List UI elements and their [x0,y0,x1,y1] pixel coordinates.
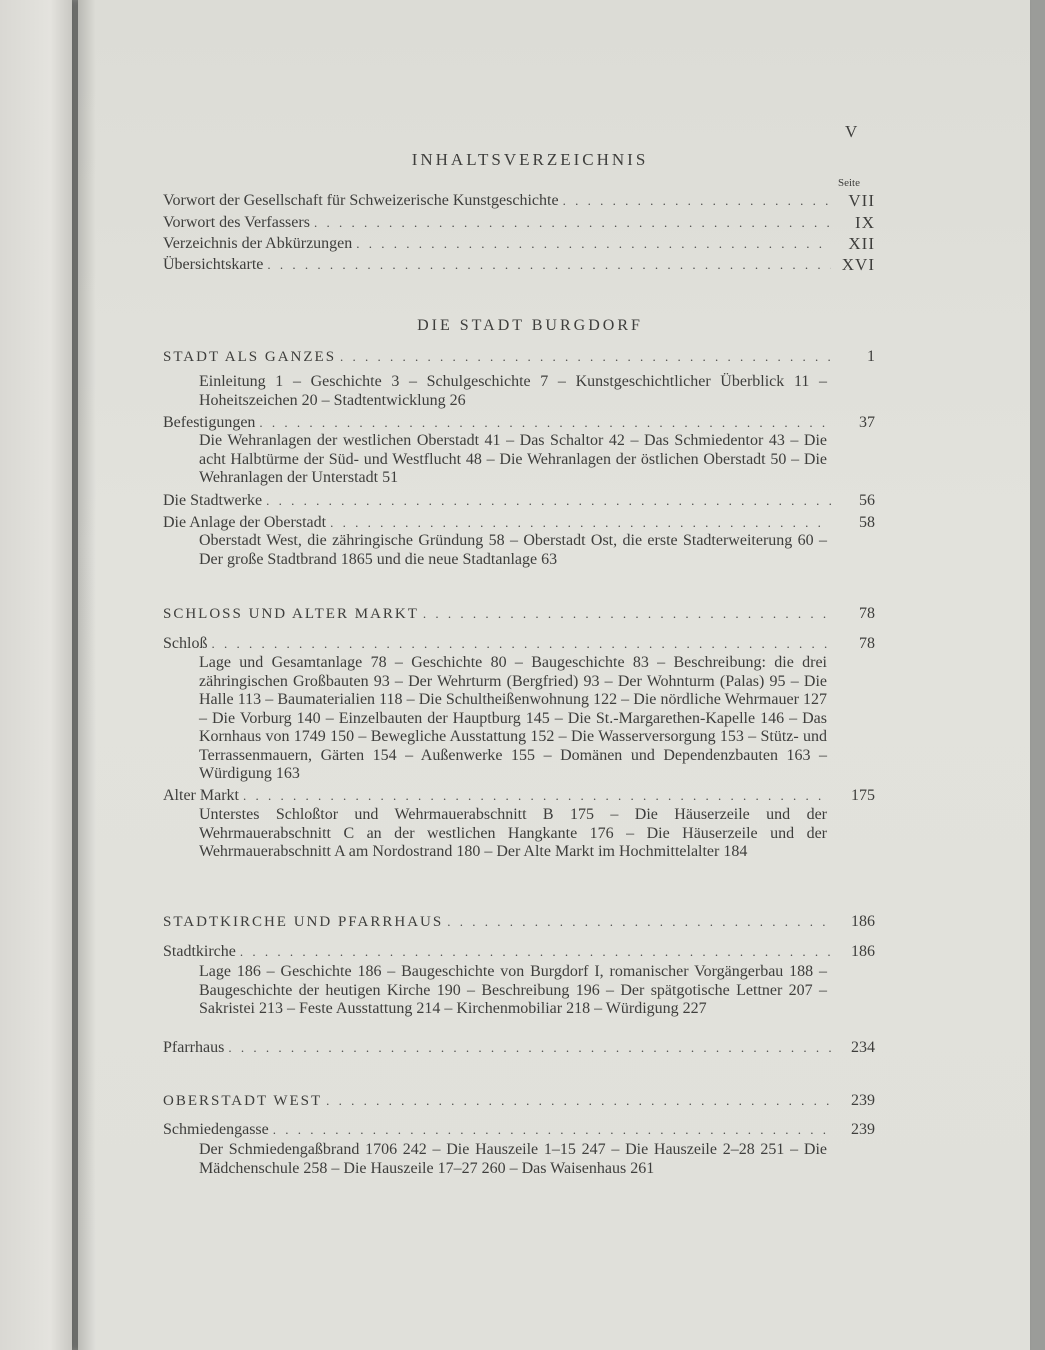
toc-entry-front[interactable] [163,232,875,254]
leader-dots [267,255,831,275]
toc-section[interactable] [163,345,875,367]
toc-section[interactable] [163,910,875,932]
toc-section[interactable] [163,1089,875,1111]
leader-dots [243,786,831,806]
toc-entry[interactable] [163,940,875,962]
toc-entry-front[interactable] [163,211,875,233]
toc-section-label: OBERSTADT WEST [163,1093,323,1109]
toc-entry-page: 234 [851,1039,875,1056]
leader-dots [240,942,831,962]
toc-subentries: Der Schmiedengaßbrand 1706 242 – Die Hauszeile 1–15 247 – Die Hauszeile 2–28 251 – Die Mädchenschule 258 – Die Hauszeile 17–27 260 – Das Waisenhaus 261 [199,1141,827,1177]
toc-entry-front[interactable] [163,189,875,211]
toc-section[interactable] [163,602,875,624]
toc-entry[interactable] [163,1118,875,1140]
toc-section-page: 78 [859,605,875,622]
leader-dots [228,1038,831,1058]
toc-entry-page: 239 [851,1121,875,1138]
toc-entry-label: Schmiedengasse [163,1121,269,1138]
toc-entry[interactable] [163,511,875,533]
toc-entry-label: Schloß [163,635,208,652]
toc-entry-page: XVI [841,255,875,274]
toc-entry[interactable] [163,632,875,654]
toc-entry[interactable] [163,784,875,806]
toc-entry-label: Alter Markt [163,787,239,804]
page-gutter-shadow [78,0,96,1350]
toc-entry-page: 37 [859,414,875,431]
toc-section-label: STADT ALS GANZES [163,349,337,365]
toc-section-label: STADTKIRCHE UND PFARRHAUS [163,914,444,930]
toc-subentries: Lage und Gesamtanlage 78 – Geschichte 80 – Baugeschichte 83 – Beschreibung: die drei zähringischen Großbauten 93 – Der Wehrturm (Bergfried) 93 – Der Wohnturm (Palas) 95 – Die Halle 113 – Baumaterialien 118 – Die Schultheißenwohnung 122 – Die nördliche Wehrmauer 127 – Die Vorburg 140 – Einzelbauten der Hauptburg 145 – Die St.-Margarethen-Kapelle 146 – Das Kornhaus von 1749 150 – Bewegliche Ausstattung 152 – Die Wasserversorgung 153 – Stütz- und Terrassenmauern, Gärten 154 – Außenwerke 155 – Domänen und Dependenzbauten 163 – Würdigung 163 [199,654,827,782]
toc-entry-page: VII [848,191,875,210]
toc-entry-page: XII [848,234,875,253]
leader-dots [356,234,831,254]
toc-section-label: SCHLOSS UND ALTER MARKT [163,606,419,622]
leader-dots [266,491,831,511]
toc-entry-label: Die Stadtwerke [163,492,263,509]
leader-dots [273,1120,831,1140]
leader-dots [447,912,831,932]
toc-section-page: 186 [851,913,875,930]
leader-dots [259,413,831,433]
seite-label: Seite [838,177,860,189]
leader-dots [314,213,831,233]
toc-entry-front[interactable] [163,253,875,275]
leader-dots [340,347,831,367]
page-number: V [845,122,859,141]
leader-dots [211,634,831,654]
toc-entry-label: Übersichtskarte [163,256,264,273]
toc-entry[interactable] [163,489,875,511]
leader-dots [563,191,831,211]
toc-subentries: Unterstes Schloßtor und Wehrmauerabschnitt B 175 – Die Häuserzeile und der Wehrmauerabschnitt C an der westlichen Hangkante 176 – Die Häuserzeile und der Wehrmauerabschnitt A am Nordostrand 180 – Der Alte Markt im Hochmittelalter 184 [199,806,827,860]
toc-subentries: Die Wehranlagen der westlichen Oberstadt 41 – Das Schaltor 42 – Das Schmiedentor 43 – Die acht Halbtürme der Süd- und Westflucht 48 – Die Wehranlagen der östlichen Oberstadt 50 – Die Wehranlagen der Unterstadt 51 [199,432,827,486]
toc-subentries: Einleitung 1 – Geschichte 3 – Schulgeschichte 7 – Kunstgeschichtlicher Überblick 11 – Hoheitszeichen 20 – Stadtentwicklung 26 [199,373,827,409]
toc-entry-label: Vorwort des Verfassers [163,214,310,231]
toc-title: INHALTSVERZEICHNIS [411,150,649,169]
toc-entry-label: Stadtkirche [163,943,236,960]
leader-dots [330,513,831,533]
toc-entry-page: IX [855,213,875,232]
toc-entry-label: Die Anlage der Oberstadt [163,514,327,531]
toc-entry-label: Verzeichnis der Abkürzungen [163,235,353,252]
part-title: DIE STADT BURGDORF [417,317,643,334]
toc-entry[interactable] [163,411,875,433]
toc-entry-label: Pfarrhaus [163,1039,225,1056]
leader-dots [326,1091,831,1111]
toc-subentries: Lage 186 – Geschichte 186 – Baugeschichte von Burgdorf I, romanischer Vorgängerbau 188 – Baugeschichte der heutigen Kirche 190 – Beschreibung 196 – Der spätgotische Lettner 207 – Sakristei 213 – Feste Ausstattung 214 – Kirchenmobiliar 218 – Würdigung 227 [199,963,827,1017]
toc-entry[interactable] [163,1036,875,1058]
toc-entry-page: 56 [859,492,875,509]
toc-entry-page: 175 [851,787,875,804]
left-page-edge [0,0,72,1350]
toc-entry-page: 186 [851,943,875,960]
toc-entry-page: 78 [859,635,875,652]
toc-subentries: Oberstadt West, die zähringische Gründung 58 – Oberstadt Ost, die erste Stadterweiterung 60 – Der große Stadtbrand 1865 und die neue Stadtanlage 63 [199,532,827,568]
toc-section-page: 239 [851,1092,875,1109]
toc-entry-label: Vorwort der Gesellschaft für Schweizerische Kunstgeschichte [163,192,559,209]
toc-section-page: 1 [867,348,875,365]
toc-entry-label: Befestigungen [163,414,256,431]
toc-entry-page: 58 [859,514,875,531]
leader-dots [423,604,831,624]
